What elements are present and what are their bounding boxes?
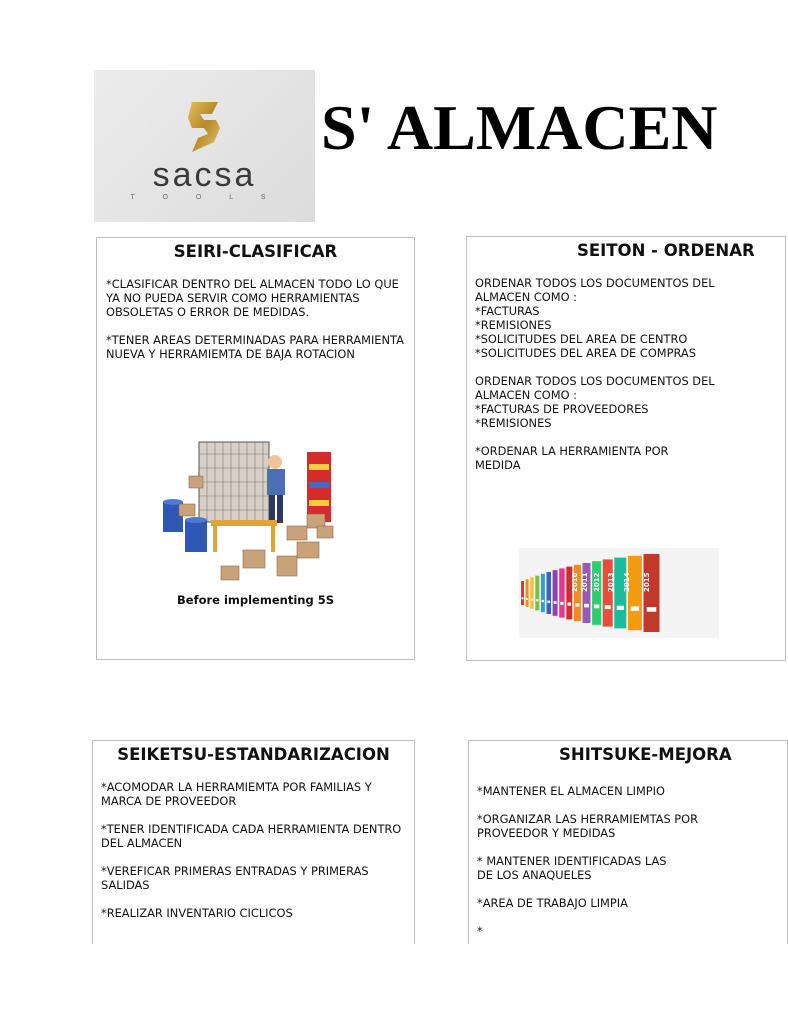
binder-label-strip bbox=[526, 598, 528, 600]
sacsa-logo bbox=[94, 70, 315, 222]
binder-spine bbox=[592, 561, 601, 625]
card-title: SHITSUKE-MEJORA bbox=[559, 745, 732, 764]
card-paragraph: * MANTENER IDENTIFICADAS LAS DE LOS ANAQUELES bbox=[477, 854, 667, 882]
logo-wordmark: sacsa bbox=[152, 156, 257, 194]
logo-subtext: T O O L S bbox=[130, 194, 279, 201]
binder-year-label: 2013 bbox=[607, 572, 615, 592]
card-shitsuke bbox=[468, 740, 788, 944]
card-paragraph: *MANTENER EL ALMACEN LIMPIO bbox=[477, 784, 665, 798]
cluttered-warehouse-illustration bbox=[157, 434, 347, 609]
card-body bbox=[477, 784, 787, 952]
card-paragraph: *ORGANIZAR LAS HERRAMIEMTAS POR PROVEEDOR Y MEDIDAS bbox=[477, 812, 699, 840]
binder-spine bbox=[541, 574, 545, 612]
image-caption: Before implementing 5S bbox=[177, 593, 334, 607]
card-paragraph: *CLASIFICAR DENTRO DEL ALMACEN TODO LO QUE YA NO PUEDA SERVIR COMO HERRAMIENTAS OBSOLETAS O ERROR DE MEDIDAS. bbox=[106, 277, 399, 319]
binder-label-strip bbox=[531, 599, 533, 601]
binder-label-strip bbox=[647, 607, 657, 612]
binder-label-strip bbox=[584, 604, 589, 608]
binder-spine bbox=[614, 558, 626, 629]
binder-year-label: 2010 bbox=[571, 572, 579, 592]
card-paragraph: * bbox=[477, 924, 483, 938]
card-paragraph: *VEREFICAR PRIMERAS ENTRADAS Y PRIMERAS SALIDAS bbox=[101, 864, 369, 892]
page-title: S' ALMACEN bbox=[321, 92, 718, 163]
binder-spine bbox=[535, 576, 539, 611]
binder-label-strip bbox=[542, 600, 544, 602]
binder-label-strip bbox=[631, 606, 639, 610]
card-seiton bbox=[466, 236, 786, 661]
card-paragraph: *ORDENAR LA HERRAMIENTA POR MEDIDA bbox=[475, 444, 669, 472]
binder-spine bbox=[547, 572, 552, 614]
card-paragraph: *AREA DE TRABAJO LIMPIA bbox=[477, 896, 628, 910]
binder-year-label: 2014 bbox=[623, 572, 631, 592]
card-seiketsu bbox=[92, 740, 415, 944]
sacsa-emblem-icon bbox=[184, 98, 224, 156]
binder-label-strip bbox=[522, 597, 524, 599]
binder-label-strip bbox=[575, 603, 579, 606]
card-seiri bbox=[96, 237, 415, 660]
card-paragraph: ORDENAR TODOS LOS DOCUMENTOS DEL ALMACEN COMO : *FACTURAS *REMISIONES *SOLICITUDES DEL AREA DE CENTRO *SOLICITUDES DEL AREA DE COMPRAS bbox=[475, 276, 715, 360]
card-title: SEIRI-CLASIFICAR bbox=[173, 242, 338, 261]
binder-spine bbox=[521, 581, 524, 605]
card-paragraph: *TENER IDENTIFICADA CADA HERRAMIENTA DENTRO DEL ALMACEN bbox=[101, 822, 402, 850]
binder-spine bbox=[559, 568, 565, 617]
binders-image bbox=[519, 548, 719, 638]
binder-year-label: 2015 bbox=[643, 572, 651, 592]
binder-label-strip bbox=[547, 601, 550, 604]
card-body bbox=[106, 277, 406, 375]
binder-label-strip bbox=[605, 605, 611, 609]
binder-label-strip bbox=[568, 603, 572, 606]
card-title: SEITON - ORDENAR bbox=[577, 241, 755, 260]
binder-label-strip bbox=[560, 602, 563, 605]
binder-label-strip bbox=[554, 601, 557, 604]
binder-spine bbox=[553, 570, 558, 616]
card-title: SEIKETSU-ESTANDARIZACION bbox=[117, 745, 390, 764]
binder-label-strip bbox=[617, 606, 624, 610]
binder-spine bbox=[644, 554, 660, 632]
card-paragraph: *ACOMODAR LA HERRAMIEMTA POR FAMILIAS Y MARCA DE PROVEEDOR bbox=[101, 780, 372, 808]
binder-spine bbox=[526, 579, 529, 607]
binder-spine bbox=[530, 577, 534, 608]
card-body bbox=[101, 780, 406, 934]
binder-year-label: 2012 bbox=[593, 572, 601, 592]
card-paragraph: *REALIZAR INVENTARIO CICLICOS bbox=[101, 906, 293, 920]
binder-year-label: 2011 bbox=[581, 572, 589, 592]
binder-spine bbox=[628, 556, 642, 630]
binder-spine bbox=[583, 563, 591, 623]
binder-label-strip bbox=[536, 599, 538, 601]
binder-spine bbox=[603, 559, 613, 626]
card-body bbox=[475, 276, 785, 486]
card-paragraph: *TENER AREAS DETERMINADAS PARA HERRAMIENTA NUEVA Y HERRAMIEMTA DE BAJA ROTACION bbox=[106, 333, 404, 361]
card-paragraph: ORDENAR TODOS LOS DOCUMENTOS DEL ALMACEN COMO : *FACTURAS DE PROVEEDORES *REMISIONES bbox=[475, 374, 715, 430]
binder-label-strip bbox=[594, 604, 599, 608]
